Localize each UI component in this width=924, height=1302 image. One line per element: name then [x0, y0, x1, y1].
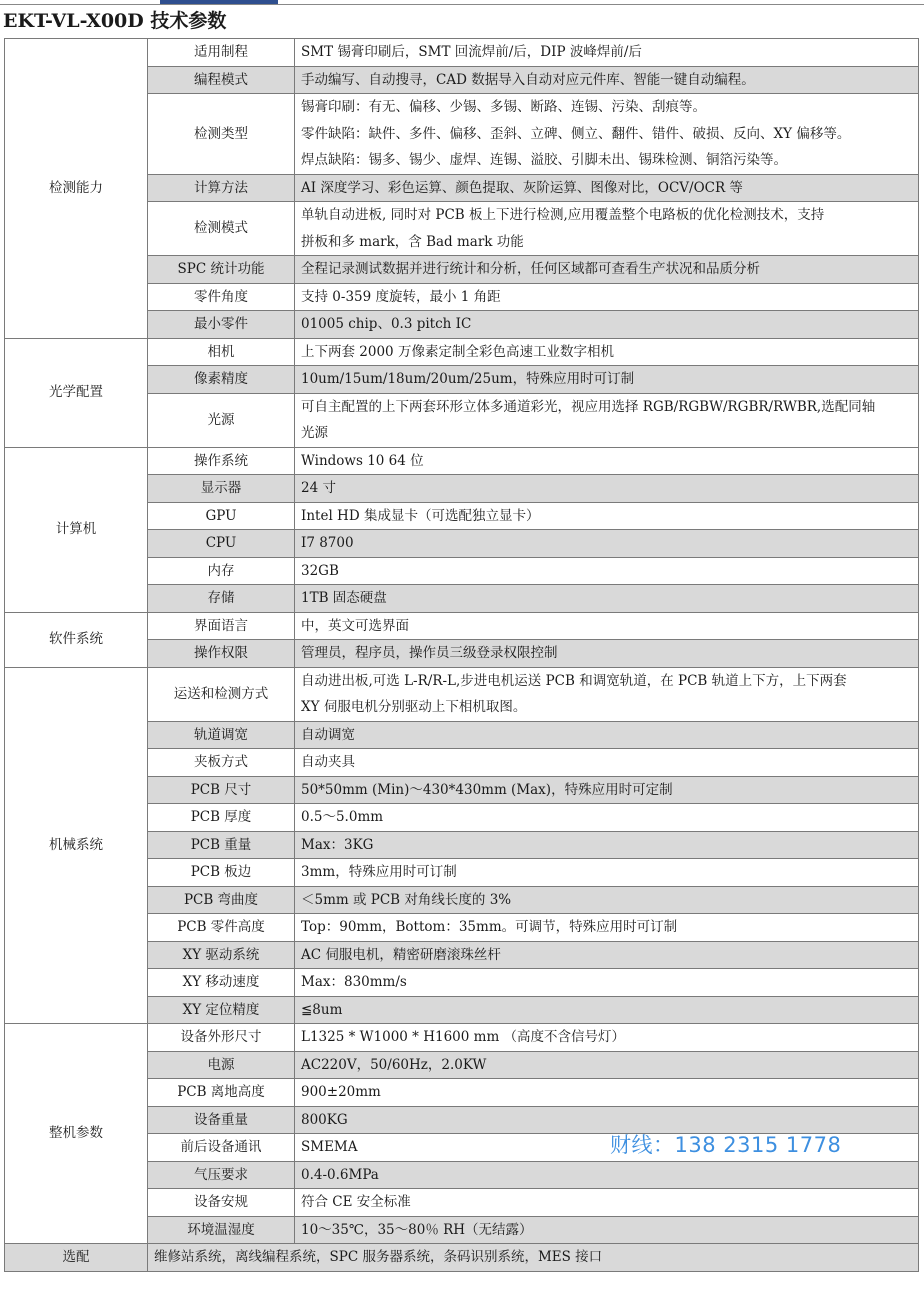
param-value-line: 拼板和多 mark，含 Bad mark 功能: [301, 233, 524, 250]
param-value: [295, 94, 919, 175]
param-value-line: 900±20mm: [301, 1084, 381, 1100]
param-value-line: 50*50mm (Min)～430*430mm (Max)，特殊应用时可定制: [301, 781, 673, 798]
param-name: 零件角度: [148, 283, 295, 311]
param-value: [295, 612, 919, 640]
param-name: 电源: [148, 1051, 295, 1079]
param-value: [295, 1189, 919, 1217]
param-value: [295, 283, 919, 311]
param-name: 编程模式: [148, 66, 295, 94]
param-name: 轨道调宽: [148, 721, 295, 749]
param-value-line: SMT 锡膏印刷后，SMT 回流焊前/后，DIP 波峰焊前/后: [301, 44, 642, 60]
footer-category: 选配: [5, 1244, 148, 1272]
param-name: 光源: [148, 393, 295, 447]
param-value-line: 支持 0-359 度旋转，最小 1 角距: [301, 288, 501, 305]
param-value-line: 符合 CE 安全标准: [301, 1194, 411, 1210]
watermark-phone: 财线：138 2315 1778: [610, 1133, 842, 1157]
param-name: 相机: [148, 338, 295, 366]
param-value: [295, 640, 919, 668]
param-name: 界面语言: [148, 612, 295, 640]
param-value-line: 0.5～5.0mm: [301, 809, 384, 825]
top-rule: [0, 0, 924, 5]
param-name: PCB 离地高度: [148, 1079, 295, 1107]
param-name: PCB 重量: [148, 831, 295, 859]
param-value-line: 焊点缺陷：锡多、锡少、虚焊、连锡、溢胶、引脚未出、锡珠检测、铜箔污染等。: [301, 152, 787, 168]
param-value-line: Max：3KG: [301, 836, 374, 853]
param-value: [295, 338, 919, 366]
param-value: [295, 447, 919, 475]
param-value: [295, 311, 919, 339]
param-value: [295, 1161, 919, 1189]
param-name: 像素精度: [148, 366, 295, 394]
param-name: 最小零件: [148, 311, 295, 339]
param-value-line: 全程记录测试数据并进行统计和分析，任何区域都可查看生产状况和品质分析: [301, 261, 760, 277]
param-value: [295, 66, 919, 94]
param-value-line: 3mm，特殊应用时可订制: [301, 864, 457, 880]
param-value: [295, 831, 919, 859]
param-name: 前后设备通讯: [148, 1134, 295, 1162]
param-value-line: AC 伺服电机，精密研磨滚珠丝杆: [301, 946, 501, 963]
param-value: [295, 475, 919, 503]
param-value-line: 单轨自动进板, 同时对 PCB 板上下进行检测,应用覆盖整个电路板的优化检测技术，支持: [301, 207, 825, 223]
param-value: [295, 585, 919, 613]
param-value: [295, 667, 919, 721]
param-value: [295, 776, 919, 804]
param-value-line: 24 寸: [301, 480, 336, 496]
param-value: [295, 39, 919, 67]
section-category: 检测能力: [5, 39, 148, 339]
param-value-line: 自动夹具: [301, 754, 355, 770]
param-value-line: 自动进出板,可选 L-R/R-L,步进电机运送 PCB 和调宽轨道，在 PCB 轨道上下方，上下两套: [301, 672, 847, 689]
spec-row: [5, 39, 919, 67]
param-value: [295, 721, 919, 749]
param-value-line: Max：830mm/s: [301, 974, 407, 990]
param-name: 夹板方式: [148, 749, 295, 777]
spec-row: [5, 1024, 919, 1052]
param-value: [295, 969, 919, 997]
param-value-line: Intel HD 集成显卡（可选配独立显卡）: [301, 507, 540, 524]
param-value: [295, 804, 919, 832]
param-name: PCB 厚度: [148, 804, 295, 832]
param-value-line: 管理员，程序员，操作员三级登录权限控制: [301, 645, 558, 661]
param-value-line: 上下两套 2000 万像素定制全彩色高速工业数字相机: [301, 343, 614, 360]
param-value-line: 0.4-0.6MPa: [301, 1166, 379, 1183]
param-name: 检测类型: [148, 94, 295, 175]
param-name: PCB 尺寸: [148, 776, 295, 804]
param-value-line: 自动调宽: [301, 726, 355, 743]
param-value-line: 零件缺陷：缺件、多件、偏移、歪斜、立碑、侧立、翻件、错件、破损、反向、XY 偏移等。: [301, 125, 851, 142]
param-name: PCB 板边: [148, 859, 295, 887]
param-name: 显示器: [148, 475, 295, 503]
param-value-line: 32GB: [301, 562, 339, 579]
param-value: [295, 859, 919, 887]
param-value-line: 手动编写、自动搜寻，CAD 数据导入自动对应元件库、智能一键自动编程。: [301, 71, 755, 88]
param-value-line: ＜5mm 或 PCB 对角线长度的 3%: [301, 891, 512, 908]
spec-row: [5, 338, 919, 366]
param-value-line: L1325 * W1000 * H1600 mm （高度不含信号灯）: [301, 1029, 626, 1045]
param-name: SPC 统计功能: [148, 256, 295, 284]
param-value-line: ≦8um: [301, 1001, 343, 1018]
param-value-line: AI 深度学习、彩色运算、颜色提取、灰阶运算、图像对比，OCV/OCR 等: [301, 179, 743, 196]
spec-row: [5, 667, 919, 721]
param-name: 设备外形尺寸: [148, 1024, 295, 1052]
param-name: 适用制程: [148, 39, 295, 67]
param-value: [295, 996, 919, 1024]
param-value-line: 1TB 固态硬盘: [301, 590, 387, 606]
param-name: PCB 零件高度: [148, 914, 295, 942]
section-category: 机械系统: [5, 667, 148, 1024]
param-value: [295, 1051, 919, 1079]
param-value-line: 中，英文可选界面: [301, 617, 409, 634]
param-value-line: 01005 chip、0.3 pitch IC: [301, 316, 472, 332]
param-value: [295, 886, 919, 914]
param-value-line: Windows 10 64 位: [301, 452, 424, 469]
param-name: 计算方法: [148, 174, 295, 202]
param-value: [295, 749, 919, 777]
section-category: 整机参数: [5, 1024, 148, 1244]
param-name: XY 定位精度: [148, 996, 295, 1024]
param-name: 气压要求: [148, 1161, 295, 1189]
param-value: [295, 502, 919, 530]
param-value: [295, 1079, 919, 1107]
param-name: 存储: [148, 585, 295, 613]
param-value-line: I7 8700: [301, 535, 354, 551]
param-value-line: 10～35℃，35～80％ RH（无结露）: [301, 1221, 533, 1238]
param-name: 操作权限: [148, 640, 295, 668]
param-value-line: SMEMA: [301, 1139, 358, 1155]
param-value-line: Top：90mm，Bottom：35mm。可调节，特殊应用时可订制: [301, 919, 678, 935]
param-name: 操作系统: [148, 447, 295, 475]
section-category: 计算机: [5, 447, 148, 612]
spec-table: [4, 38, 919, 1272]
param-value: [295, 366, 919, 394]
param-value-line: XY 伺服电机分别驱动上下相机取图。: [301, 699, 527, 715]
param-value-line: 800KG: [301, 1111, 348, 1128]
param-value: [295, 914, 919, 942]
footer-value: 维修站系统，离线编程系统，SPC 服务器系统，条码识别系统，MES 接口: [148, 1244, 919, 1272]
param-value-line: 光源: [301, 425, 328, 441]
param-value-line: AC220V，50/60Hz，2.0KW: [301, 1056, 487, 1073]
spec-row: [5, 612, 919, 640]
param-name: GPU: [148, 502, 295, 530]
param-name: 设备重量: [148, 1106, 295, 1134]
param-value: [295, 393, 919, 447]
param-name: CPU: [148, 530, 295, 558]
param-name: 运送和检测方式: [148, 667, 295, 721]
param-name: XY 移动速度: [148, 969, 295, 997]
param-value: [295, 1216, 919, 1244]
param-value-line: 锡膏印刷：有无、偏移、少锡、多锡、断路、连锡、污染、刮痕等。: [301, 99, 706, 115]
param-value-line: 可自主配置的上下两套环形立体多通道彩光，视应用选择 RGB/RGBW/RGBR/RWBR,选配同轴: [301, 398, 876, 415]
param-value: [295, 1024, 919, 1052]
document-title: EKT-VL-X00D 技术参数: [3, 10, 227, 32]
param-value: [295, 256, 919, 284]
param-value-line: 10um/15um/18um/20um/25um，特殊应用时可订制: [301, 371, 635, 387]
param-name: 内存: [148, 557, 295, 585]
spec-row: [5, 447, 919, 475]
section-category: 软件系统: [5, 612, 148, 667]
param-value: [295, 530, 919, 558]
footer-row: [5, 1244, 919, 1272]
param-name: 检测模式: [148, 202, 295, 256]
param-name: 设备安规: [148, 1189, 295, 1217]
param-name: 环境温湿度: [148, 1216, 295, 1244]
param-name: PCB 弯曲度: [148, 886, 295, 914]
param-value: [295, 202, 919, 256]
param-value: [295, 941, 919, 969]
top-rule-accent: [160, 0, 278, 4]
param-value: [295, 557, 919, 585]
param-value: [295, 174, 919, 202]
param-name: XY 驱动系统: [148, 941, 295, 969]
section-category: 光学配置: [5, 338, 148, 447]
